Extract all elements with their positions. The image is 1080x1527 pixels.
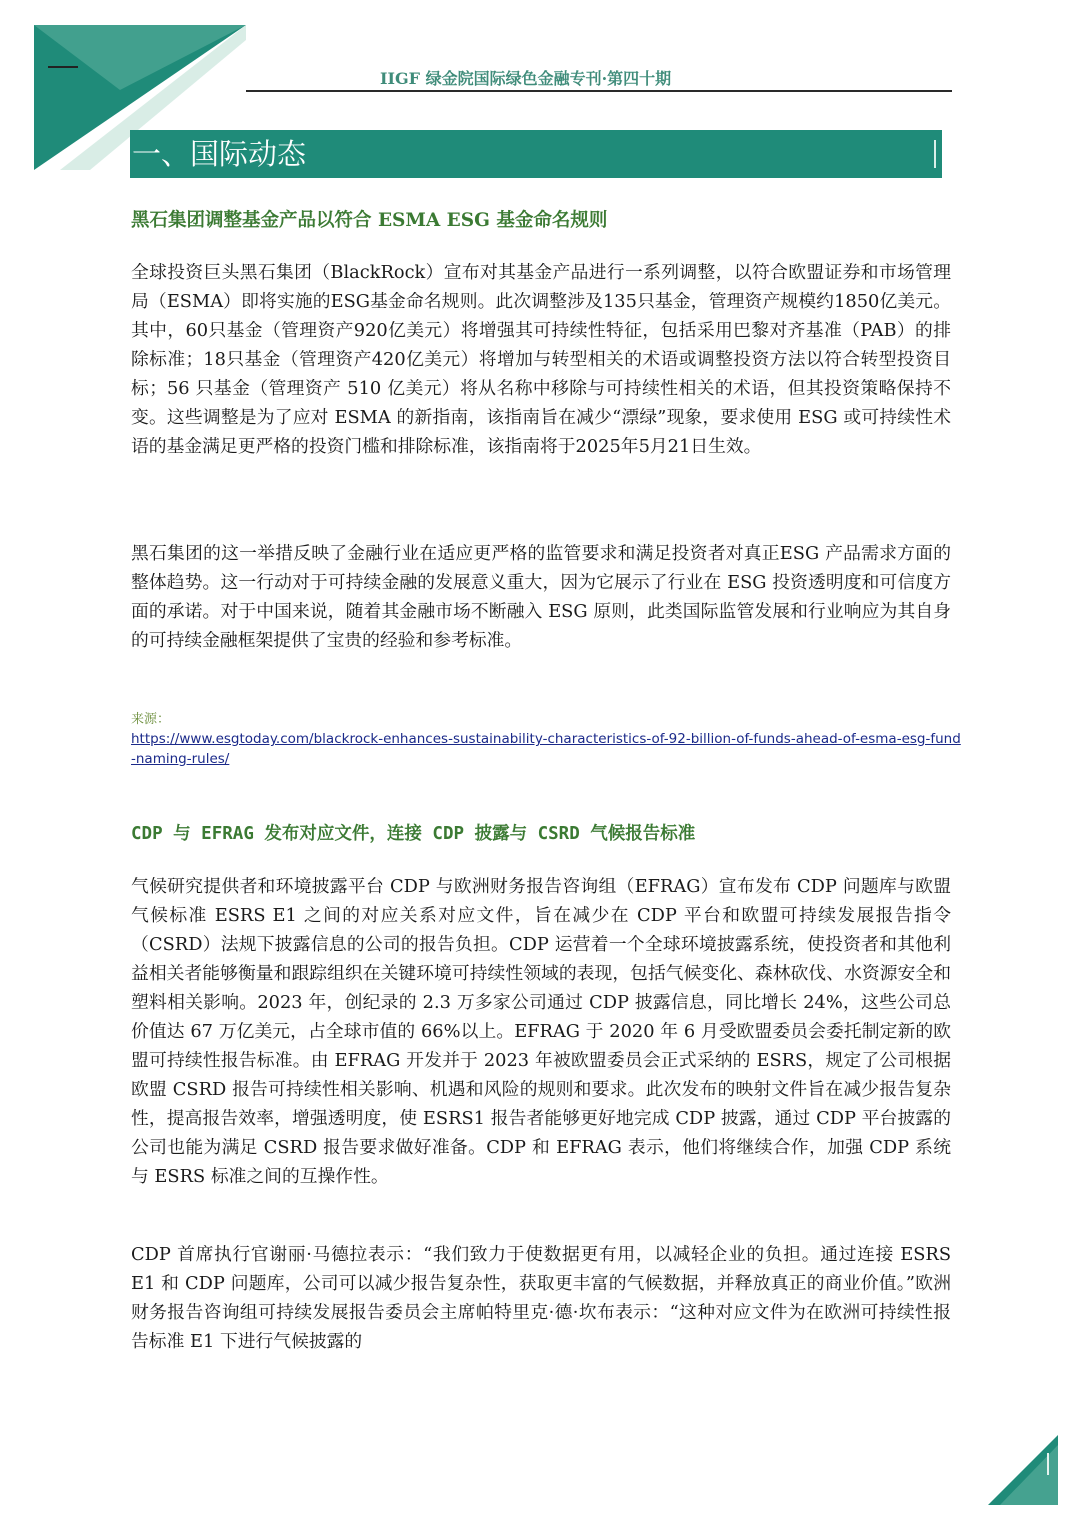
article-title-cdp-efrag: CDP 与 EFRAG 发布对应文件，连接 CDP 披露与 CSRD 气候报告标准: [131, 824, 696, 844]
article-title-blackrock: 黑石集团调整基金产品以符合 ESMA ESG 基金命名规则: [131, 210, 608, 231]
article1-paragraph-2: 黑石集团的这一举措反映了金融行业在适应更严格的监管要求和满足投资者对真正ESG 产品需求方面的整体趋势。这一行动对于可持续金融的发展意义重大，因为它展示了行业在 ESG 投资透明度和可信度方面的承诺。对于中国来说，随着其金融市场不断融入 ESG 原则，此类国际监管发展和行业响应为其自身的可持续金融框架提供了宝贵的经验和参考标准。: [131, 543, 951, 651]
section-bar-tick: [934, 140, 936, 168]
article2-paragraph-2: CDP 首席执行官谢丽·马德拉表示：“我们致力于使数据更有用，以减轻企业的负担。通过连接 ESRS E1 和 CDP 问题库，公司可以减少报告复杂性，获取更丰富的气候数据，并释放真正的商业价值。”欧洲财务报告咨询组可持续发展报告委员会主席帕特里克·德·坎布表示：“这种对应文件为在欧洲可持续性报告标准 E1 下进行气候披露的: [131, 1244, 951, 1352]
source-link[interactable]: https://www.esgtoday.com/blackrock-enhances-sustainability-characteristics-of-92-billion-of-funds-ahead-of-esma-esg-fund-naming-rules/: [131, 731, 961, 767]
corner-decoration-bottom: [988, 1435, 1058, 1505]
section-title: 一、国际动态: [132, 137, 307, 171]
article2-paragraph-1: 气候研究提供者和环境披露平台 CDP 与欧洲财务报告咨询组（EFRAG）宣布发布 CDP 问题库与欧盟气候标准 ESRS E1 之间的对应关系对应文件，旨在减少在 CDP 平台和欧盟可持续发展报告指令（CSRD）法规下披露信息的公司的报告负担。CDP 运营着一个全球环境披露系统，使投资者和其他利益相关者能够衡量和跟踪组织在关键环境可持续性领域的表现，包括气候变化、森林砍伐、水资源安全和塑料相关影响。2023 年，创纪录的 2.3 万多家公司通过 CDP 披露信息，同比增长 24%，这些公司总价值达 67 万亿美元，占全球市值的 66%以上。EFRAG 于 2020 年 6 月受欧盟委员会委托制定新的欧盟可持续性报告标准。由 EFRAG 开发并于 2023 年被欧盟委员会正式采纳的 ESRS，规定了公司根据欧盟 CSRD 报告可持续性相关影响、机遇和风险的规则和要求。此次发布的映射文件旨在减少报告复杂性，提高报告效率，增强透明度，使 ESRS1 报告者能够更好地完成 CDP 披露，通过 CDP 平台披露的公司也能为满足 CSRD 报告要求做好准备。CDP 和 EFRAG 表示，他们将继续合作，加强 CDP 系统与 ESRS 标准之间的互操作性。: [131, 876, 951, 1187]
header-title: IIGF 绿金院国际绿色金融专刊·第四十期: [380, 69, 672, 88]
header-dash: [48, 66, 78, 68]
source-label: 来源：: [131, 712, 171, 727]
article1-paragraph-1: 全球投资巨头黑石集团（BlackRock）宣布对其基金产品进行一系列调整，以符合欧盟证券和市场管理局（ESMA）即将实施的ESG基金命名规则。此次调整涉及135只基金，管理资产规模约1850亿美元。其中，60只基金（管理资产920亿美元）将增强其可持续性特征，包括采用巴黎对齐基准（PAB）的排除标准；18只基金（管理资产420亿美元）将增加与转型相关的术语或调整投资方法以符合转型投资目标；56 只基金（管理资产 510 亿美元）将从名称中移除与可持续性相关的术语，但其投资策略保持不变。这些调整是为了应对 ESMA 的新指南，该指南旨在减少“漂绿”现象，要求使用 ESG 或可持续性术语的基金满足更严格的投资门槛和排除标准，该指南将于2025年5月21日生效。: [131, 262, 951, 457]
section-heading: [130, 130, 942, 178]
header-rule: [246, 90, 952, 92]
